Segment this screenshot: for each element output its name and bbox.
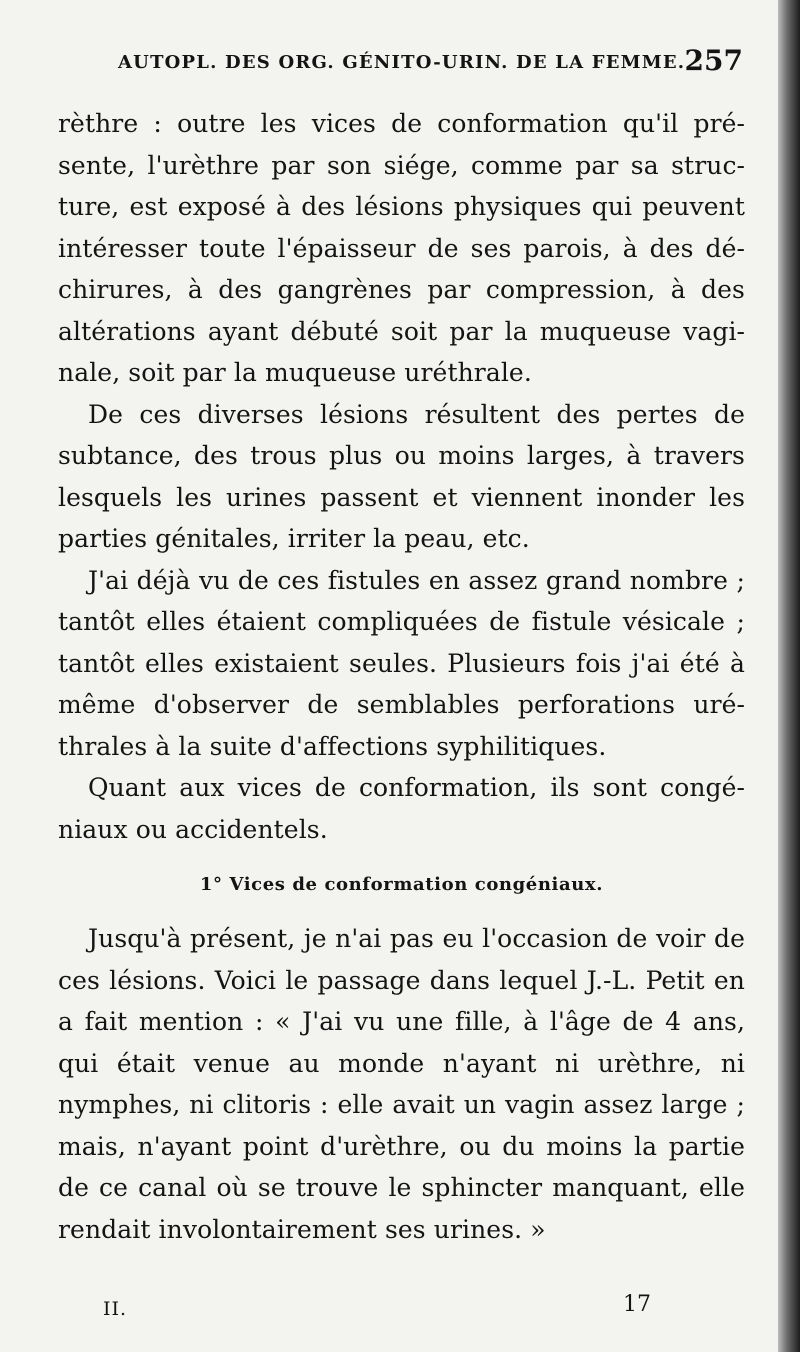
page-number: 257 <box>684 44 743 77</box>
paragraph: J'ai déjà vu de ces fistules en assez grand nombre ; tantôt elles étaient compliquées de fistule vésicale ; tantôt elles existaient seules. Plusieurs fois j'ai été à même d'observer de semblables perforations uréthrales à la suite d'affections syphilitiques. <box>58 565 745 761</box>
paragraph: Jusqu'à présent, je n'ai pas eu l'occasion de voir de ces lésions. Voici le passage dans lequel J.-L. Petit en a fait mention : « J'ai vu une fille, à l'âge de 4 ans, qui était venue au monde n'ayant ni urèthre, ni nymphes, ni clitoris : elle avait un vagin assez large ; mais, n'ayant point d'urèthre, ou du moins la partie de ce canal où se trouve le sphincter manquant, elle rendait involontairement ses urines. » <box>58 924 745 1244</box>
paragraph: Quant aux vices de conformation, ils sont congéniaux ou accidentels. <box>58 773 745 844</box>
running-title: AUTOPL. DES ORG. GÉNITO-URIN. DE LA FEMME. <box>118 52 686 73</box>
running-head <box>118 44 743 84</box>
section-body-text <box>58 918 745 1250</box>
paragraph: De ces diverses lésions résultent des pertes de subtance, des trous plus ou moins larges, à travers lesquels les urines passent et viennent inonder les parties génitales, irriter la peau, etc. <box>58 399 745 553</box>
signature-mark: II. <box>103 1298 128 1320</box>
paragraph-continuation: rèthre : outre les vices de conformation qu'il présente, l'urèthre par son siége, comme par sa structure, est exposé à des lésions physiques qui peuvent intéresser toute l'épaisseur de ses parois, à des déchirures, à des gangrènes par compression, à des altérations ayant débuté soit par la muqueuse vaginale, soit par la muqueuse uréthrale. <box>58 109 745 387</box>
body-text <box>58 103 745 850</box>
signature-number: 17 <box>623 1292 651 1317</box>
section-heading: 1° Vices de conformation congéniaux. <box>199 874 604 895</box>
page-edge-shadow <box>778 0 800 1352</box>
